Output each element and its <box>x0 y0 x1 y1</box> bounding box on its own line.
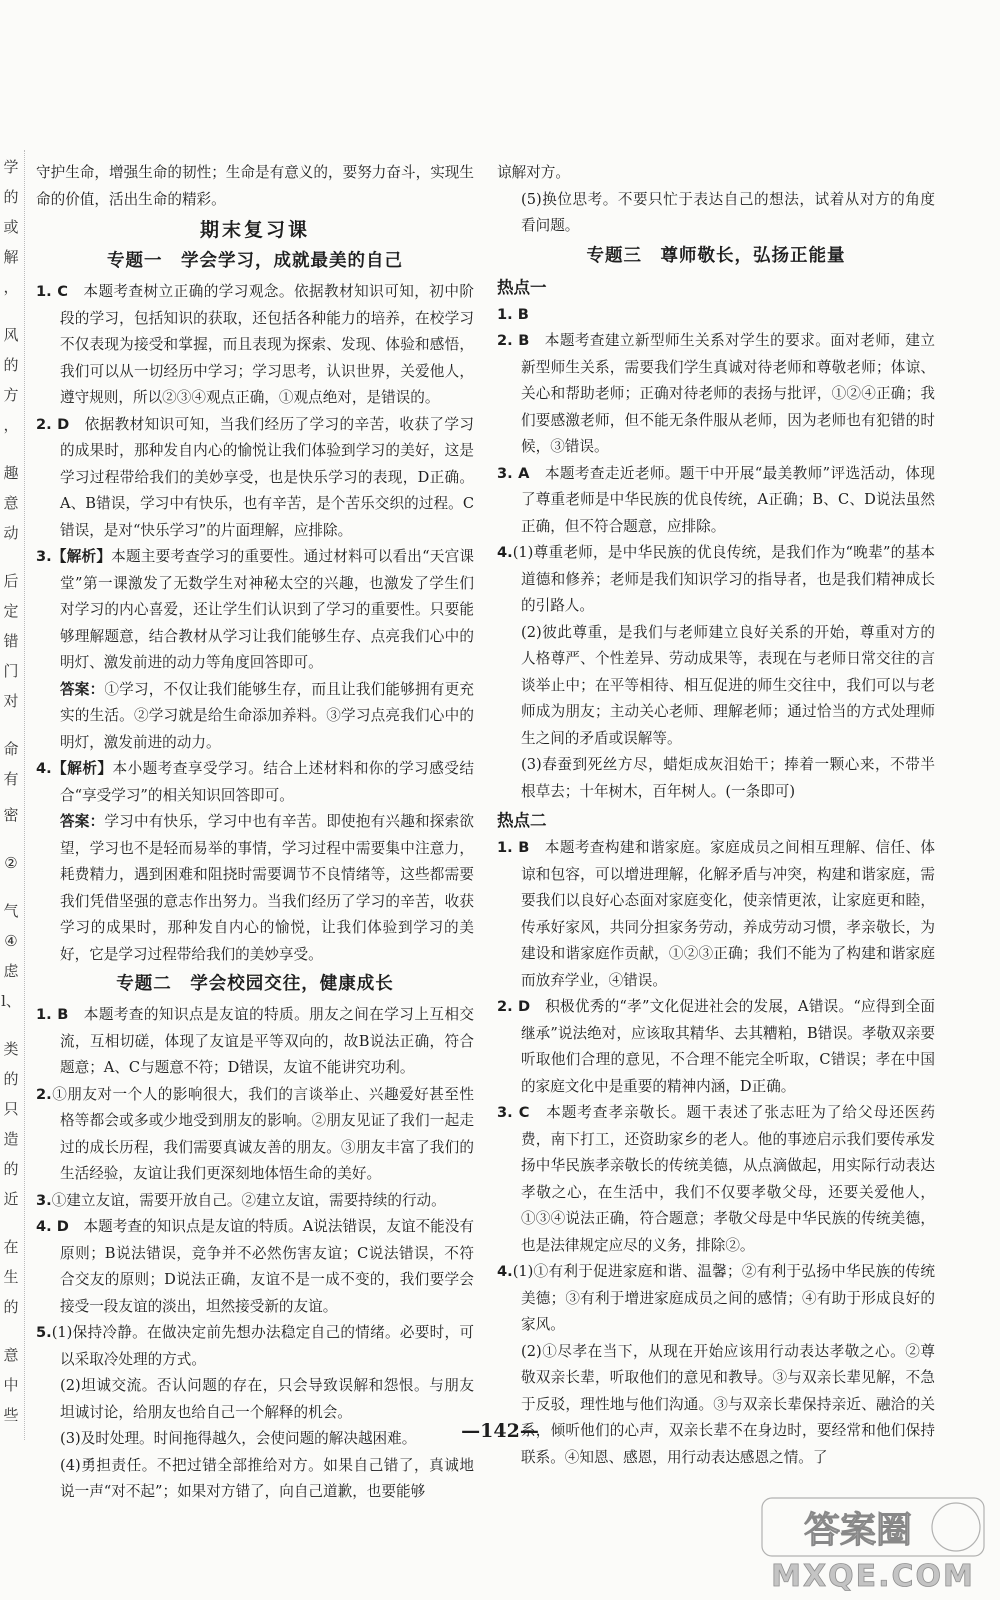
answer-item <box>497 328 935 461</box>
answer-subparagraph <box>36 677 474 757</box>
edge-char: 的 <box>3 188 19 206</box>
edge-char: 造 <box>3 1130 19 1148</box>
edge-char: 在 <box>3 1238 19 1256</box>
answer-item <box>36 544 474 677</box>
edge-char: 密 <box>3 806 19 824</box>
item-text: (1)保持冷静。在做决定前先想办法稳定自己的情绪。必要时，可以采取冷处理的方式。 <box>51 1324 474 1368</box>
continued-paragraph: 谅解对方。 <box>497 164 570 181</box>
answer-item <box>497 835 935 994</box>
edge-char: 气 <box>3 902 19 920</box>
item-text: 依据教材知识可知，当我们经历了学习的辛苦，收获了学习的成果时，那种发自内心的愉悦让我们体验到学习的美好，这是学习过程带给我们的美妙享受，也是快乐学习的表现，D正确。A、B错误，学习中有快乐，也有辛苦，是个苦乐交织的过程。C错误，是对“快乐学习”的片面理解，应排除。 <box>60 415 474 539</box>
edge-char: 近 <box>3 1190 19 1208</box>
left-page-edge-fragment <box>0 155 22 1435</box>
item-number: 2. B <box>497 332 530 349</box>
edge-char: 趣 <box>3 464 19 482</box>
edge-char: 的 <box>3 1160 19 1178</box>
edge-char: 定 <box>3 602 19 620</box>
answer-item <box>497 994 935 1100</box>
subparagraph-text: (2)彼此尊重，是我们与老师建立良好关系的开始，尊重对方的人格尊严、个性差异、劳动成果等，表现在与老师日常交往的言谈举止中；在平等相待、相互促进的师生交往中，我们可以与老师成为朋友；主动关心老师、理解老师；通过恰当的方式处理师生之间的矛盾或误解等。 <box>521 623 935 747</box>
edge-char: ④ <box>4 932 18 950</box>
answer-item <box>36 1082 474 1188</box>
item-number: 4.【解析】 <box>36 760 113 777</box>
subparagraph-text: ①学习，不仅让我们能够生存，而且让我们能够拥有更充实的生活。②学习就是给生命添加养料。③学习点亮我们心中的明灯，激发前进的动力。 <box>60 680 474 751</box>
edge-char: 的 <box>3 356 19 374</box>
item-text: 本题主要考查学习的重要性。通过材料可以看出“天宫课堂”第一课激发了无数学生对神秘太空的兴趣，也激发了学生们对学习的内心喜爱，还让学生们认识到了学习的重要性。只要能够理解题意，结合教材从学习让我们能够生存、点亮我们心中的明灯、激发前进的动力等角度回答即可。 <box>60 548 475 671</box>
answer-label: 答案： <box>60 813 105 830</box>
item-number: 1. B <box>36 1006 69 1023</box>
item-number: 1. B <box>497 305 529 323</box>
svg-text:MXQE.COM: MXQE.COM <box>771 1559 975 1592</box>
edge-char: 中 <box>3 1376 19 1394</box>
edge-char: 命 <box>3 740 19 758</box>
left-column <box>36 160 474 1506</box>
item-number: 3. C <box>497 1104 530 1121</box>
edge-char: 动 <box>3 524 19 542</box>
hotspot-heading: 热点二 <box>497 811 547 830</box>
answer-item <box>497 302 935 329</box>
right-column <box>497 160 935 1471</box>
item-number: 2. <box>36 1085 52 1103</box>
edge-char: 生 <box>3 1268 19 1286</box>
section-heading: 期末复习课 <box>199 219 310 241</box>
edge-char: 门 <box>3 662 19 680</box>
answer-subparagraph <box>497 187 935 240</box>
item-number: 3.【解析】 <box>36 548 112 565</box>
answer-subparagraph <box>497 752 935 805</box>
edge-char: 虑 <box>3 962 19 980</box>
answer-subparagraph <box>36 1373 474 1426</box>
item-text: 本题考查的知识点是友谊的特质。朋友之间在学习上互相交流，互相切磋，体现了友谊是平等双向的，故B说法正确，符合题意；A、C与题意不符；D错误，友谊不能讲究功利。 <box>60 1006 474 1076</box>
item-text: (1)①有利于促进家庭和谐、温馨；②有利于弘扬中华民族的传统美德；③有利于增进家庭成员之间的感情；④有助于形成良好的家风。 <box>512 1263 935 1333</box>
subparagraph-text: (3)春蚕到死丝方尽，蜡炬成灰泪始干；捧着一颗心来，不带半根草去；十年树木，百年树人。(一条即可) <box>521 756 935 800</box>
topic-heading: 专题一 学会学习，成就最美的自己 <box>107 251 403 271</box>
answer-item <box>497 1259 935 1339</box>
edge-char: 错 <box>3 632 19 650</box>
topic-heading: 专题二 学会校园交往，健康成长 <box>116 974 394 994</box>
edge-char: l、 <box>1 992 21 1010</box>
edge-char: ② <box>4 854 18 872</box>
subparagraph-text: (2)①尽孝在当下，从现在开始应该用行动表达孝敬之心。②尊敬双亲长辈，听取他们的意见和教导。③与双亲长辈见解，不急于反驳，理性地与他们沟通。③与双亲长辈保持亲近、融洽的关系，倾听他们的心声，双亲长辈不在身边时，要经常和他们保持联系。④知恩、感恩，用行动表达感恩之情。了 <box>521 1342 935 1466</box>
item-text: 本题考查构建和谐家庭。家庭成员之间相互理解、信任、体谅和包容，可以增进理解，化解矛盾与冲突，构建和谐家庭，需要我们以良好心态面对家庭变化，使亲情更浓，让家庭更和睦，传承好家风，共同分担家务劳动，养成劳动习惯，孝亲敬长，为建设和谐家庭作贡献，①②③正确；我们不能为了构建和谐家庭而放弃学业，④错误。 <box>521 839 935 989</box>
item-text: 本题考查树立正确的学习观念。依据教材知识可知，初中阶段的学习，包括知识的获取，还包括各种能力的培养，在校学习不仅表现为接受和掌握，而且表现为探索、发现、体验和感悟，我们可以从一切经历中学习；学习思考，认识世界，关爱他人，遵守规则，所以②③④观点正确，①观点绝对，是错误的。 <box>60 283 474 406</box>
answer-subparagraph <box>497 620 935 753</box>
edge-char: 解 <box>3 248 19 266</box>
edge-char: 方 <box>3 386 19 404</box>
item-number: 3. <box>36 1191 52 1209</box>
edge-char: 或 <box>3 218 19 236</box>
answer-item <box>36 412 474 545</box>
item-text: 积极优秀的“孝”文化促进社会的发展，A错误。“应得到全面继承”说法绝对，应该取其精华、去其糟粕，B错误。孝敬双亲要听取他们合理的意见，不合理不能完全听取，C错误；孝在中国的家庭文化中是重要的精神内涵，D正确。 <box>521 998 935 1095</box>
answer-item <box>497 1100 935 1259</box>
edge-char: 类 <box>3 1040 19 1058</box>
edge-char: 意 <box>3 494 19 512</box>
item-number: 2. D <box>497 998 531 1015</box>
item-number: 2. D <box>36 415 70 433</box>
subparagraph-text: (2)坦诚交流。否认问题的存在，只会导致误解和怨恨。与朋友坦诚讨论，给朋友也给自己一个解释的机会。 <box>60 1377 474 1421</box>
edge-char: 风 <box>3 326 19 344</box>
watermark-logo-icon <box>758 1492 988 1592</box>
answer-subparagraph <box>36 1453 474 1506</box>
answer-item <box>36 1002 474 1082</box>
subparagraph-text: 学习中有快乐，学习中也有辛苦。即使抱有兴趣和探索欲望，学习也不是轻而易举的事情，学习过程中需要集中注意力，耗费精力，遇到困难和阻挠时需要调节不良情绪等，这些都需要我们凭借坚强的意志作出努力。当我们经历了学习的辛苦，收获学习的成果时，那种发自内心的愉悦，让我们体验到学习的美好，它是学习过程带给我们的美妙享受。 <box>60 813 474 963</box>
page-fold-line <box>24 150 26 1440</box>
answer-item <box>36 279 474 412</box>
item-number: 1. B <box>497 839 530 856</box>
edge-char: 些 <box>3 1406 19 1424</box>
page-number: —142— <box>461 1420 539 1442</box>
answer-subparagraph <box>497 1339 935 1472</box>
edge-char: 的 <box>3 1298 19 1316</box>
edge-char: 的 <box>3 1070 19 1088</box>
answer-item <box>36 756 474 809</box>
subparagraph-text: (4)勇担责任。不把过错全部推给对方。如果自己错了，真诚地说一声“对不起”；如果对方错了，向自己道歉，也要能够 <box>60 1456 474 1500</box>
item-text: (1)尊重老师，是中华民族的优良传统，是我们作为“晚辈”的基本道德和修养；老师是我们知识学习的指导者，也是我们精神成长的引路人。 <box>512 544 935 614</box>
item-text: 本题考查孝亲敬长。题干表述了张志旺为了给父母还医药费，南下打工，还资助家乡的老人。他的事迹启示我们要传承发扬中华民族孝亲敬长的传统美德，从点滴做起，用实际行动表达孝敬之心，在生活中，我们不仅要孝敬父母，还要关爱他人，①③④说法正确，符合题意；孝敬父母是中华民族的传统美德，也是法律规定应尽的义务，排除②。 <box>521 1104 935 1254</box>
item-number: 4. D <box>36 1218 69 1235</box>
subparagraph-text: (3)及时处理。时间拖得越久，会使问题的解决越困难。 <box>60 1430 417 1447</box>
item-text: 本题考查的知识点是友谊的特质。A说法错误，友谊不能没有原则；B说法错误，竞争并不必然伤害友谊；C说法错误，不符合交友的原则；D说法正确，友谊不是一成不变的，我们要学会接受一段友谊的淡出，坦然接受新的友谊。 <box>60 1218 474 1315</box>
edge-char: 对 <box>3 692 19 710</box>
item-number: 1. C <box>36 283 68 300</box>
edge-char: 后 <box>3 572 19 590</box>
edge-char: 只 <box>3 1100 19 1118</box>
item-text: 本题考查建立新型师生关系对学生的要求。面对老师，建立新型师生关系，需要我们学生真诚对待老师和尊敬老师；体谅、关心和帮助老师；正确对待老师的表扬与批评，①②④正确；我们要感激老师，但不能无条件服从老师，因为老师也有犯错的时候，③错误。 <box>521 332 935 455</box>
continued-paragraph: 守护生命，增强生命的韧性；生命是有意义的，要努力奋斗，实现生命的价值，活出生命的精彩。 <box>36 164 474 208</box>
edge-char: 有 <box>3 770 19 788</box>
item-text: ①朋友对一个人的影响很大，我们的言谈举止、兴趣爱好甚至性格等都会或多或少地受到朋友的影响。②朋友见证了我们一起走过的成长历程，我们需要真诚友善的朋友。③朋友丰富了我们的生活经验，友谊让我们更深刻地体悟生命的美好。 <box>51 1085 474 1182</box>
answer-item <box>36 1214 474 1320</box>
answer-item <box>36 1188 474 1215</box>
item-number: 5. <box>36 1324 52 1341</box>
item-text: 本题考查走近老师。题干中开展“最美教师”评选活动，体现了尊重老师是中华民族的优良传统，A正确；B、C、D说法虽然正确，但不符合题意，应排除。 <box>521 464 935 535</box>
answer-label: 答案： <box>60 680 105 698</box>
answer-subparagraph <box>36 809 474 968</box>
answer-item <box>497 461 935 541</box>
edge-char: ， <box>3 416 19 434</box>
item-text: ①建立友谊，需要开放自己。②建立友谊，需要持续的行动。 <box>51 1191 446 1209</box>
svg-text:答案圈: 答案圈 <box>803 1510 913 1551</box>
item-number: 3. A <box>497 464 530 482</box>
item-number: 4. <box>497 1263 513 1280</box>
item-number: 4. <box>497 544 513 561</box>
subparagraph-text: (5)换位思考。不要只忙于表达自己的想法，试着从对方的角度看问题。 <box>521 190 935 234</box>
edge-char: 学 <box>3 158 19 176</box>
answer-item <box>36 1320 474 1373</box>
topic-heading: 专题三 尊师敬长，弘扬正能量 <box>586 245 846 266</box>
answer-item <box>497 540 935 620</box>
edge-char: 意 <box>3 1346 19 1364</box>
hotspot-heading: 热点一 <box>497 277 547 297</box>
edge-char: ， <box>3 278 19 296</box>
item-text: 本小题考查享受学习。结合上述材料和你的学习感受结合“享受学习”的相关知识回答即可。 <box>60 760 474 804</box>
